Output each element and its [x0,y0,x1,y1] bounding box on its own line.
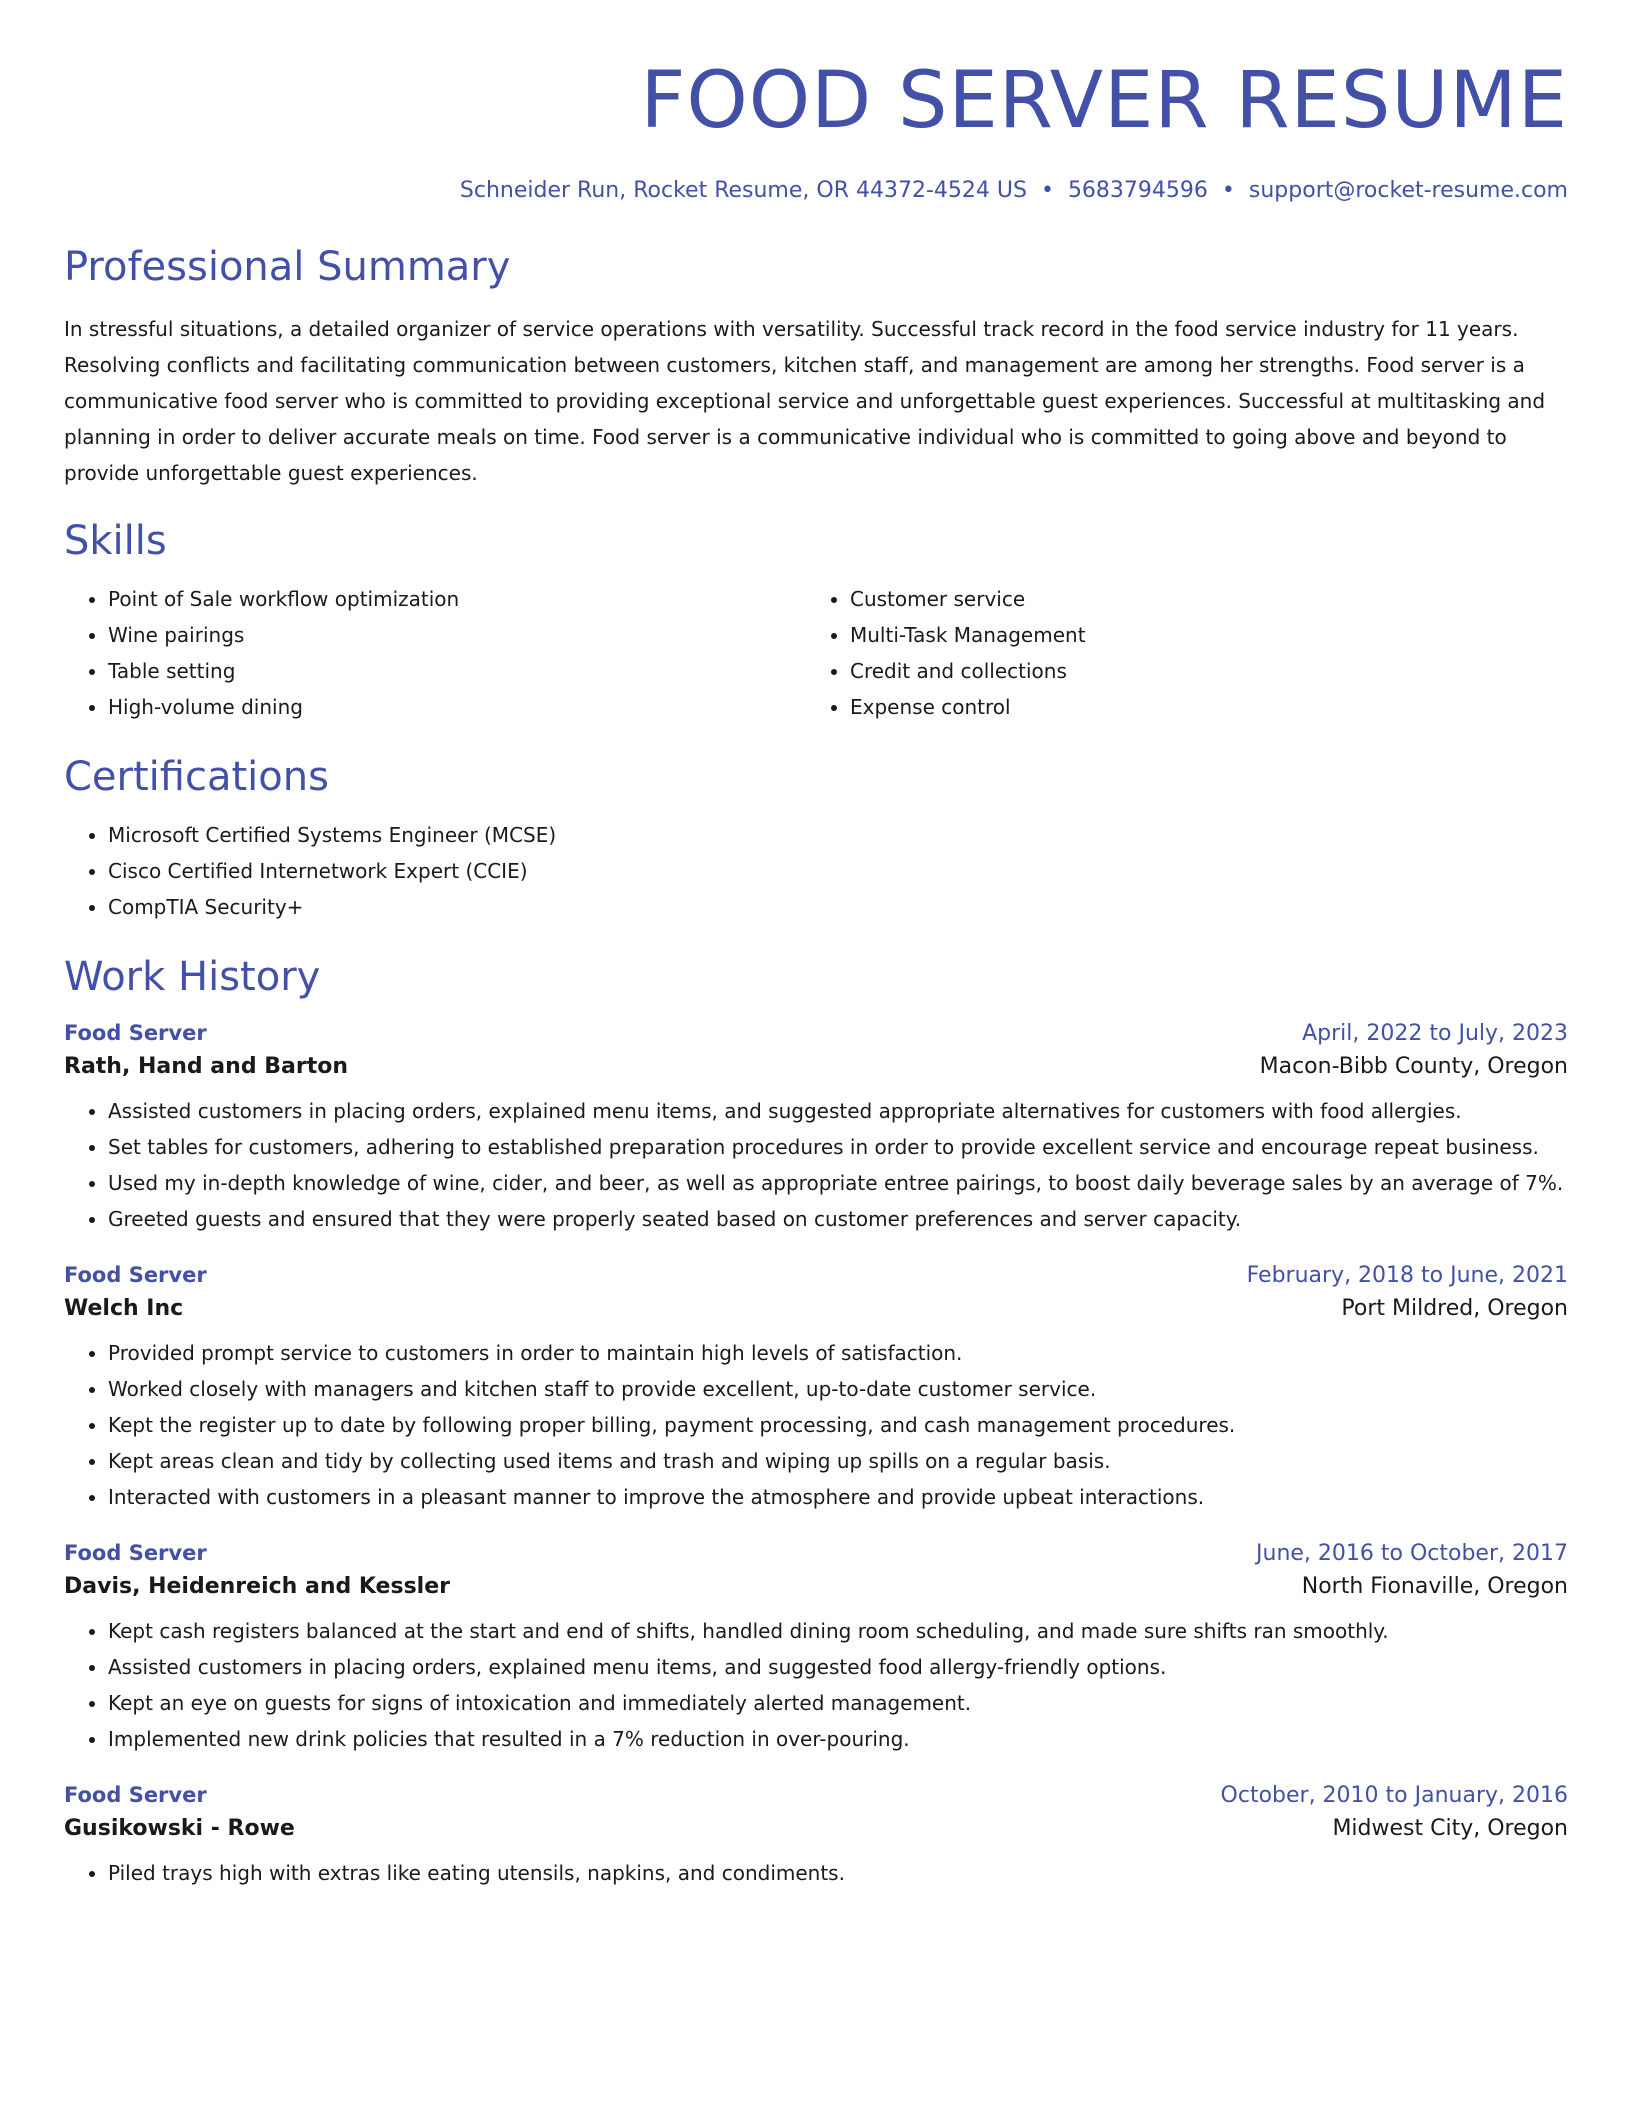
job-employer-row [64,1296,1568,1321]
skill-item: • Table setting [108,653,806,689]
job-dates: February, 2018 to June, 2021 [1246,1263,1568,1288]
job-bullet: • Kept the register up to date by following proper billing, payment processing, and cash management procedures. [108,1407,1568,1443]
contact-address: Schneider Run, Rocket Resume, OR 44372-4524 US [459,178,1027,203]
skills-section [64,518,1568,725]
job-dates: October, 2010 to January, 2016 [1220,1783,1568,1808]
job-employer-row [64,1816,1568,1841]
job-employer: Gusikowski - Rowe [64,1816,295,1841]
job-bullet: • Kept areas clean and tidy by collecting used items and trash and wiping up spills on a regular basis. [108,1443,1568,1479]
certification-item: • CompTIA Security+ [108,889,1568,925]
job-location: Macon-Bibb County, Oregon [1259,1054,1568,1079]
job-location: Port Mildred, Oregon [1341,1296,1568,1321]
job-bullet: • Used my in-depth knowledge of wine, cider, and beer, as well as appropriate entree pairings, to boost daily beverage sales by an average of 7%. [108,1165,1568,1201]
job-bullet: • Interacted with customers in a pleasant manner to improve the atmosphere and provide upbeat interactions. [108,1479,1568,1515]
job-entry [64,1263,1568,1515]
contact-phone: 5683794596 [1067,178,1208,203]
contact-separator: • [1040,178,1054,203]
skill-item: • Customer service [850,581,1548,617]
summary-section [64,244,1568,491]
job-bullet: • Piled trays high with extras like eating utensils, napkins, and condiments. [108,1855,1568,1891]
job-title: Food Server [64,1541,207,1565]
skill-item: • Expense control [850,689,1548,725]
job-title-row [64,1541,1568,1566]
skill-item: • Multi-Task Management [850,617,1548,653]
job-employer: Davis, Heidenreich and Kessler [64,1574,450,1599]
job-bullets [64,1855,1568,1891]
job-bullets [64,1613,1568,1757]
job-title: Food Server [64,1021,207,1045]
certifications-heading: Certifications [64,754,329,800]
contact-separator: • [1221,178,1235,203]
job-entry [64,1783,1568,1891]
job-title-row [64,1021,1568,1046]
certification-item: • Cisco Certified Internetwork Expert (CCIE) [108,853,1568,889]
job-bullet: • Provided prompt service to customers in order to maintain high levels of satisfaction. [108,1335,1568,1371]
summary-text: In stressful situations, a detailed organizer of service operations with versatility. Successful track record in the food service industry for 11 years. Resolving conflicts and facilitating communication between customers, kitchen staff, and management are among her strengths. Food server is a communicative food server who is committed to providing exceptional service and unforgettable guest experiences. Successful at multitasking and planning in order to deliver accurate meals on time. Food server is a communicative individual who is committed to going above and beyond to provide unforgettable guest experiences. [64,317,1546,485]
job-bullet: • Kept cash registers balanced at the start and end of shifts, handled dining room scheduling, and made sure shifts ran smoothly. [108,1613,1568,1649]
job-employer: Welch Inc [64,1296,184,1321]
job-location: Midwest City, Oregon [1332,1816,1568,1841]
work-history-section [64,954,1568,1891]
job-bullet: • Set tables for customers, adhering to established preparation procedures in order to provide excellent service and encourage repeat business. [108,1129,1568,1165]
resume-title: FOOD SERVER RESUME [640,56,1568,146]
job-employer-row [64,1574,1568,1599]
skills-column-left [64,581,806,725]
job-location: North Fionaville, Oregon [1301,1574,1568,1599]
job-entry [64,1541,1568,1757]
summary-heading: Professional Summary [64,244,511,290]
job-bullets [64,1093,1568,1237]
job-employer-row [64,1054,1568,1079]
job-title: Food Server [64,1783,207,1807]
contact-email[interactable]: support@rocket-resume.com [1248,178,1568,203]
job-dates: April, 2022 to July, 2023 [1302,1021,1568,1046]
job-employer: Rath, Hand and Barton [64,1054,348,1079]
resume-content [64,0,1568,1891]
skills-columns [64,581,1568,725]
job-title-row [64,1263,1568,1288]
certifications-list [64,817,1568,925]
skill-item: • High-volume dining [108,689,806,725]
work-history-heading: Work History [64,954,321,1000]
certifications-section [64,754,1568,925]
job-bullets [64,1335,1568,1515]
job-bullet: • Worked closely with managers and kitchen staff to provide excellent, up-to-date customer service. [108,1371,1568,1407]
job-bullet: • Assisted customers in placing orders, explained menu items, and suggested appropriate alternatives for customers with food allergies. [108,1093,1568,1129]
job-bullet: • Assisted customers in placing orders, explained menu items, and suggested food allergy-friendly options. [108,1649,1568,1685]
skill-item: • Credit and collections [850,653,1548,689]
certification-item: • Microsoft Certified Systems Engineer (MCSE) [108,817,1568,853]
skill-item: • Wine pairings [108,617,806,653]
job-bullet: • Greeted guests and ensured that they were properly seated based on customer preferences and server capacity. [108,1201,1568,1237]
job-dates: June, 2016 to October, 2017 [1256,1541,1568,1566]
job-title-row [64,1783,1568,1808]
contact-line [64,178,1568,203]
job-entry [64,1021,1568,1237]
job-bullet: • Kept an eye on guests for signs of intoxication and immediately alerted management. [108,1685,1568,1721]
skill-item: • Point of Sale workflow optimization [108,581,806,617]
job-title: Food Server [64,1263,207,1287]
skills-heading: Skills [64,518,167,564]
skills-column-right [806,581,1548,725]
job-bullet: • Implemented new drink policies that resulted in a 7% reduction in over-pouring. [108,1721,1568,1757]
